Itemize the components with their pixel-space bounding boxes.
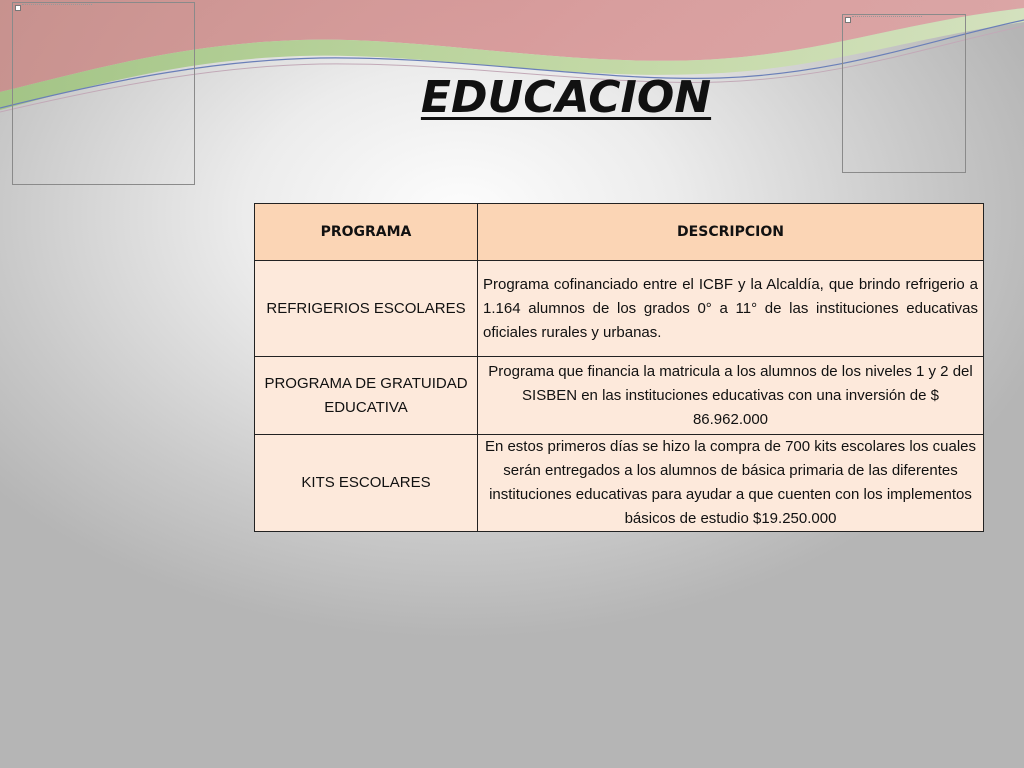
descripcion-cell: Programa cofinanciado entre el ICBF y la Alcaldía, que brindo refrigerio a 1.164 alumnos de los grados 0° a 11° de las instituciones educativas oficiales rurales y urbanas. — [478, 261, 984, 357]
table-row — [255, 357, 984, 435]
table-row — [255, 261, 984, 357]
column-header-descripcion: DESCRIPCION — [478, 204, 984, 261]
descripcion-cell: Programa que financia la matricula a los alumnos de los niveles 1 y 2 del SISBEN en las instituciones educativas con una inversión de $ 86.962.000 — [478, 357, 984, 435]
slide-title: EDUCACION — [420, 72, 712, 123]
table-row — [255, 435, 984, 532]
programa-cell: PROGRAMA DE GRATUIDAD EDUCATIVA — [255, 357, 478, 435]
column-header-programa: PROGRAMA — [255, 204, 478, 261]
programa-cell: KITS ESCOLARES — [255, 435, 478, 532]
programa-cell: REFRIGERIOS ESCOLARES — [255, 261, 478, 357]
descripcion-cell: En estos primeros días se hizo la compra de 700 kits escolares los cuales serán entregados a los alumnos de básica primaria de las diferentes instituciones educativas para ayudar a que cuenten con los implementos básicos de estudio $19.250.000 — [478, 435, 984, 532]
table-header-row — [255, 204, 984, 261]
broken-image-icon — [845, 17, 851, 23]
broken-image-icon — [15, 5, 21, 11]
programs-table — [254, 203, 984, 532]
